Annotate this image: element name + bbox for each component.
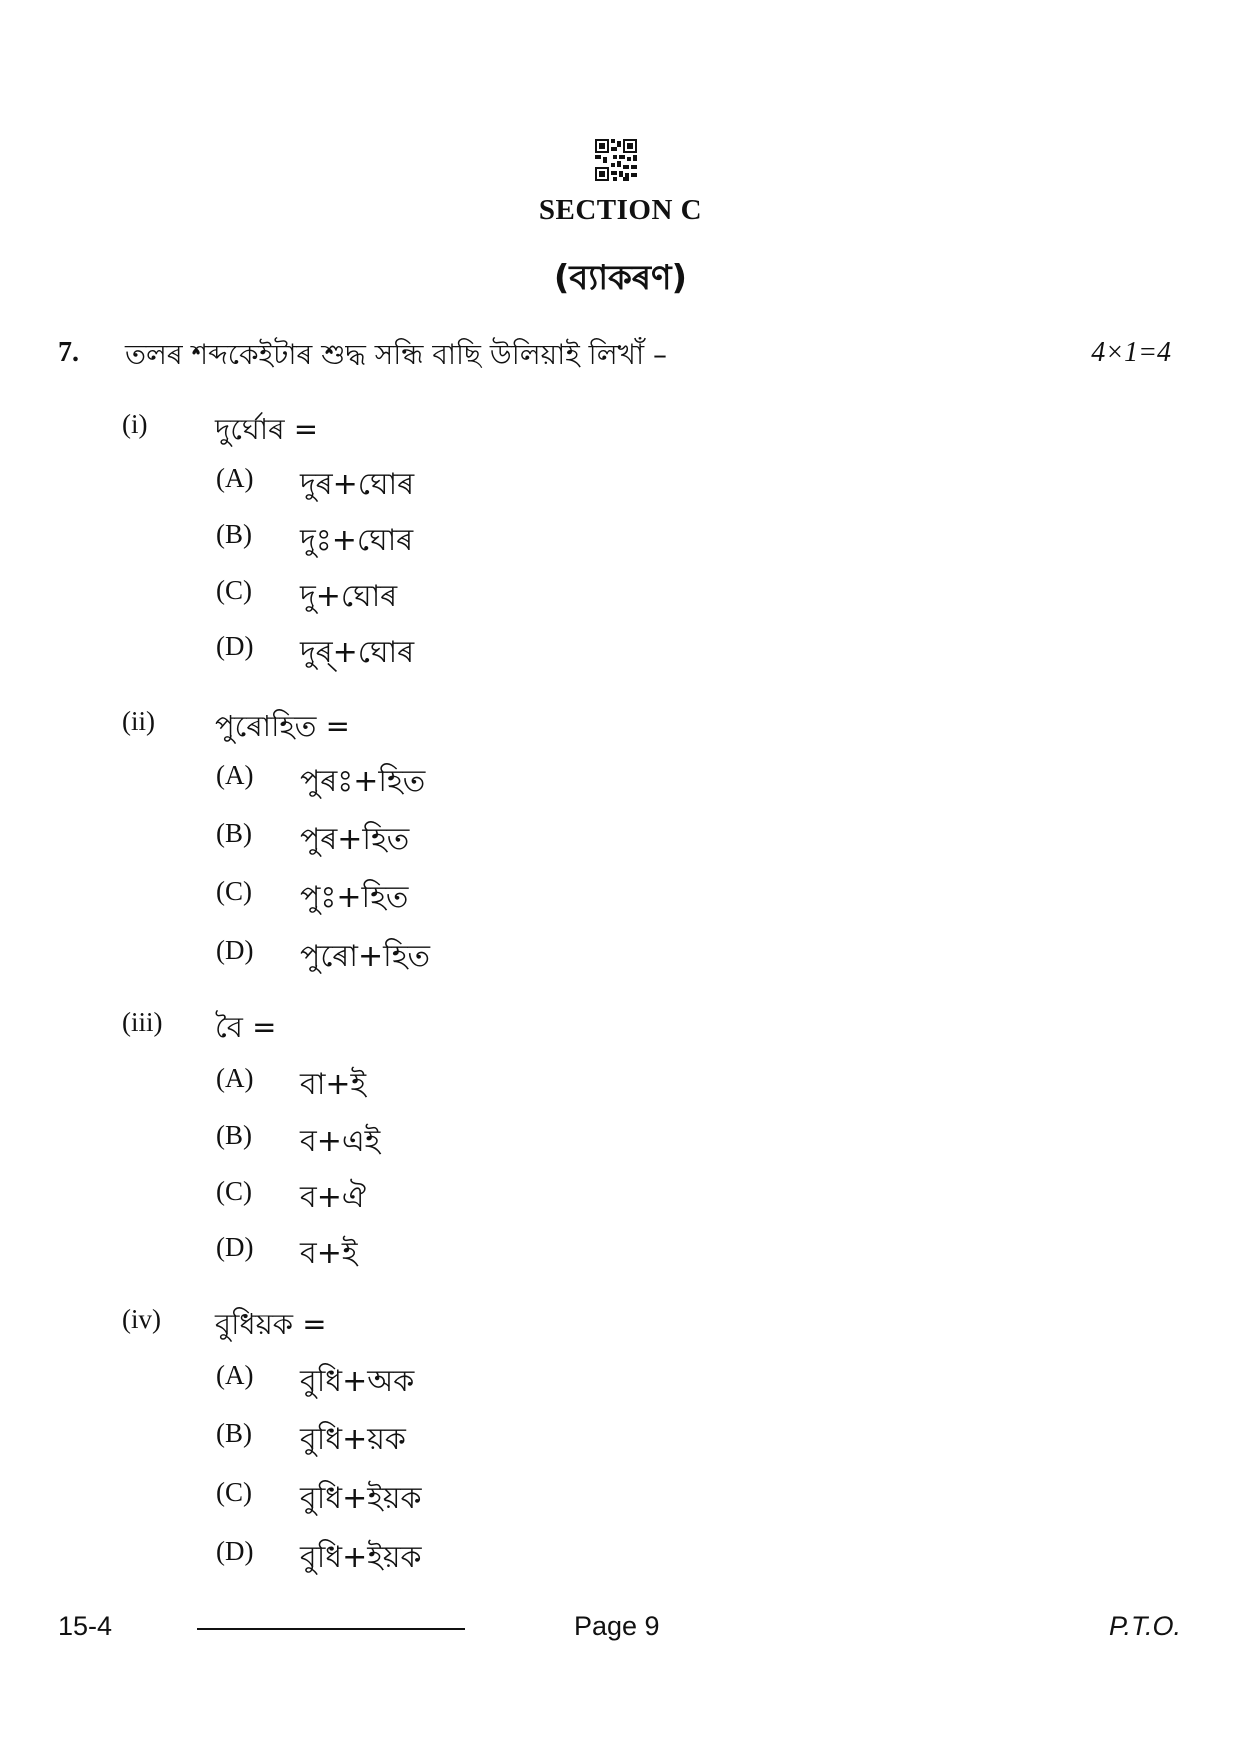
page-number: Page 9 [574, 1611, 660, 1641]
subquestion-number: (ii) [122, 706, 155, 736]
subquestion [0, 704, 1241, 744]
option-letter: (C) [216, 575, 252, 605]
option-text: ব+এই [300, 1124, 381, 1159]
option-text: ব+ঐ [300, 1180, 366, 1215]
option-text: বুধি+ইয়ক [300, 1540, 422, 1575]
option-item [0, 757, 1241, 801]
option-letter: (D) [216, 935, 254, 965]
option-letter: (B) [216, 519, 252, 549]
option-text: বুধি+ইয়ক [300, 1481, 422, 1516]
subquestion-number: (iii) [122, 1007, 163, 1037]
option-letter: (C) [216, 1176, 252, 1206]
subquestion-word: দুৰ্ঘোৰ = [215, 412, 319, 446]
subquestion-number: (iv) [122, 1304, 161, 1334]
option-text: বা+ই [300, 1067, 367, 1102]
qr-code-icon [595, 139, 637, 181]
paper-code: 15-4 [58, 1611, 113, 1641]
option-item [0, 1229, 1241, 1273]
option-item [0, 1060, 1241, 1104]
option-letter: (A) [216, 1360, 254, 1390]
option-item [0, 460, 1241, 504]
section-subtitle: (ব্যাকৰণ) [553, 258, 688, 298]
subquestion [0, 407, 1241, 447]
option-letter: (B) [216, 818, 252, 848]
option-item [0, 572, 1241, 616]
question-marks: 4×1=4 [1091, 337, 1171, 368]
option-item [0, 1357, 1241, 1401]
option-item [0, 815, 1241, 859]
option-text: ব+ই [300, 1236, 358, 1271]
option-text: পুৰ+হিত [300, 822, 410, 857]
footer-divider [197, 1628, 465, 1630]
subquestion [0, 1005, 1241, 1045]
option-text: বুধি+অক [300, 1364, 415, 1399]
option-item [0, 873, 1241, 917]
option-letter: (B) [216, 1418, 252, 1448]
option-letter: (D) [216, 631, 254, 661]
question-text: তলৰ শব্দকেইটাৰ শুদ্ধ সন্ধি বাছি উলিয়াই লিখাঁ – [125, 338, 667, 371]
option-letter: (D) [216, 1232, 254, 1262]
option-item [0, 932, 1241, 976]
option-text: দুৰ+ঘোৰ [300, 467, 415, 502]
option-item [0, 1533, 1241, 1577]
subquestion-word: বৈ = [215, 1010, 277, 1044]
option-text: দু+ঘোৰ [300, 579, 398, 614]
option-letter: (D) [216, 1536, 254, 1566]
option-item [0, 1415, 1241, 1459]
subquestion-word: পুৰোহিত = [215, 709, 350, 743]
section-title: SECTION C [538, 194, 703, 226]
option-letter: (A) [216, 760, 254, 790]
option-text: পুঃ+হিত [300, 880, 409, 915]
subquestion-number: (i) [122, 409, 148, 439]
option-item [0, 628, 1241, 672]
pto-label: P.T.O. [1108, 1611, 1181, 1641]
option-text: দুৰ্+ঘোৰ [300, 635, 415, 670]
option-text: পুৰো+হিত [300, 939, 431, 974]
option-letter: (B) [216, 1120, 252, 1150]
subquestion [0, 1302, 1241, 1342]
option-letter: (A) [216, 463, 254, 493]
option-item [0, 516, 1241, 560]
option-text: পুৰঃ+হিত [300, 764, 426, 799]
option-letter: (A) [216, 1063, 254, 1093]
option-text: দুঃ+ঘোৰ [300, 523, 414, 558]
option-item [0, 1474, 1241, 1518]
option-item [0, 1173, 1241, 1217]
subquestion-word: বুধিয়ক = [215, 1307, 327, 1341]
option-item [0, 1117, 1241, 1161]
question-number: 7. [58, 337, 79, 368]
option-text: বুধি+য়ক [300, 1422, 406, 1457]
option-letter: (C) [216, 876, 252, 906]
option-letter: (C) [216, 1477, 252, 1507]
